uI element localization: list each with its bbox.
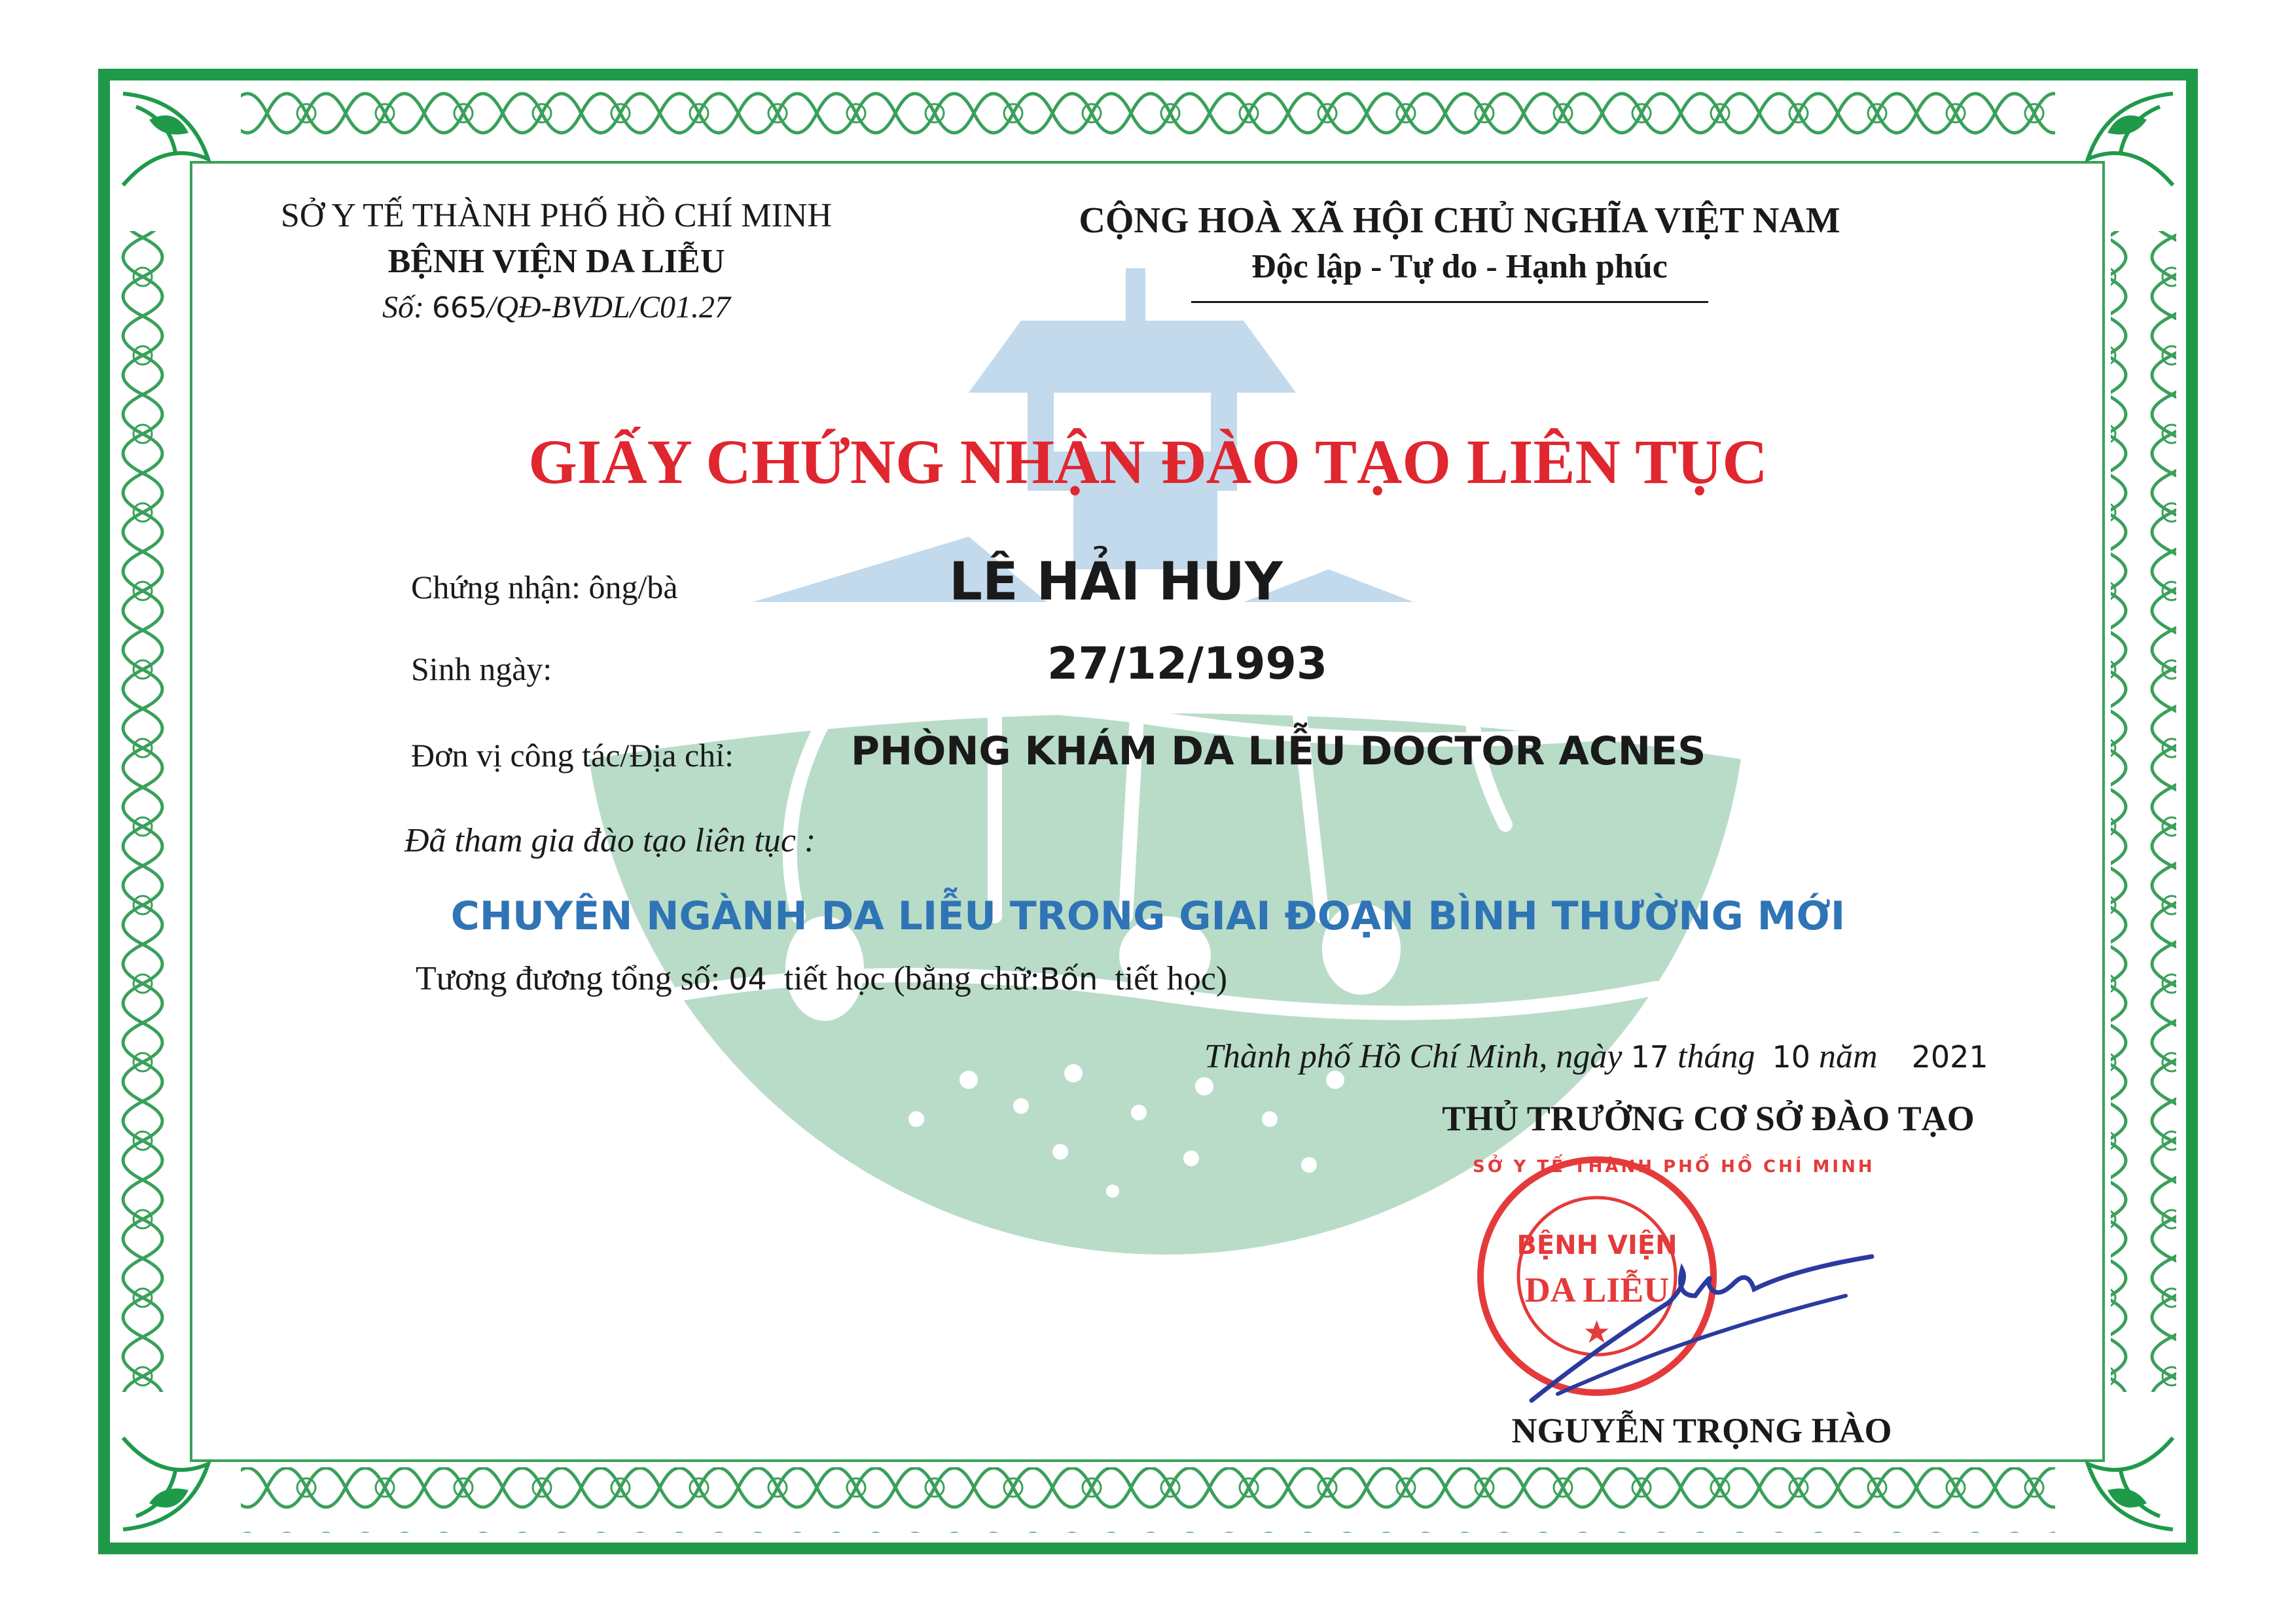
document-number (209, 289, 903, 325)
date-month: 10 (1772, 1039, 1810, 1075)
signatory-name: NGUYỄN TRỌNG HÀO (1511, 1411, 1892, 1450)
recipient-name: LÊ HẢI HUY (949, 551, 1283, 612)
hospital-name: BỆNH VIỆN DA LIỄU (387, 243, 725, 280)
lessons-count: 04 (728, 961, 767, 997)
workplace-value: PHÒNG KHÁM DA LIỄU DOCTOR ACNES (851, 728, 1706, 774)
lessons-middle: tiết học (bằng chữ: (783, 960, 1040, 997)
participated-label: Đã tham gia đào tạo liên tục : (404, 822, 816, 859)
country-name: CỘNG HOÀ XÃ HỘI CHỦ NGHĨA VIỆT NAM (1079, 200, 1840, 241)
lessons-words: Bốn (1039, 961, 1098, 997)
document-number-value: 665 (432, 291, 487, 325)
signature-scribble (1518, 1243, 1885, 1414)
dob-label: Sinh ngày: (411, 651, 552, 687)
course-name: CHUYÊN NGÀNH DA LIỄU TRONG GIAI ĐOẠN BÌNH THƯỜNG MỚI (450, 893, 1846, 939)
date-year-label: năm (1819, 1038, 1878, 1075)
signatory-role: THỦ TRƯỞNG CƠ SỞ ĐÀO TẠO (1442, 1099, 1975, 1138)
document-number-prefix: Số: (382, 290, 424, 325)
date-year: 2021 (1911, 1039, 1988, 1075)
department-name: SỞ Y TẾ THÀNH PHỐ HỒ CHÍ MINH (280, 197, 833, 234)
date-month-label: tháng (1677, 1038, 1755, 1075)
workplace-label: Đơn vị công tác/Địa chỉ: (411, 737, 734, 774)
dob-value: 27/12/1993 (1047, 638, 1328, 690)
seal-ring-text: SỞ Y TẾ THÀNH PHỐ HỒ CHÍ MINH (1473, 1157, 1875, 1177)
document-number-suffix: /QĐ-BVDL/C01.27 (486, 290, 730, 325)
seal-line-2: DA LIỄU (1524, 1270, 1670, 1310)
seal-line-1: BỆNH VIỆN (1516, 1230, 1677, 1260)
date-line (1204, 1037, 1988, 1076)
lessons-prefix: Tương đương tổng số: (416, 960, 721, 997)
motto-underline (1191, 301, 1708, 303)
national-motto: Độc lập - Tự do - Hạnh phúc (1251, 248, 1668, 285)
lessons-line (416, 959, 1227, 998)
date-place: Thành phố Hồ Chí Minh, ngày (1204, 1038, 1623, 1075)
date-day: 17 (1630, 1039, 1669, 1075)
name-label: Chứng nhận: ông/bà (411, 569, 678, 605)
lessons-suffix: tiết học) (1115, 960, 1228, 997)
certificate-title: GIẤY CHỨNG NHẬN ĐÀO TẠO LIÊN TỤC (528, 427, 1768, 497)
